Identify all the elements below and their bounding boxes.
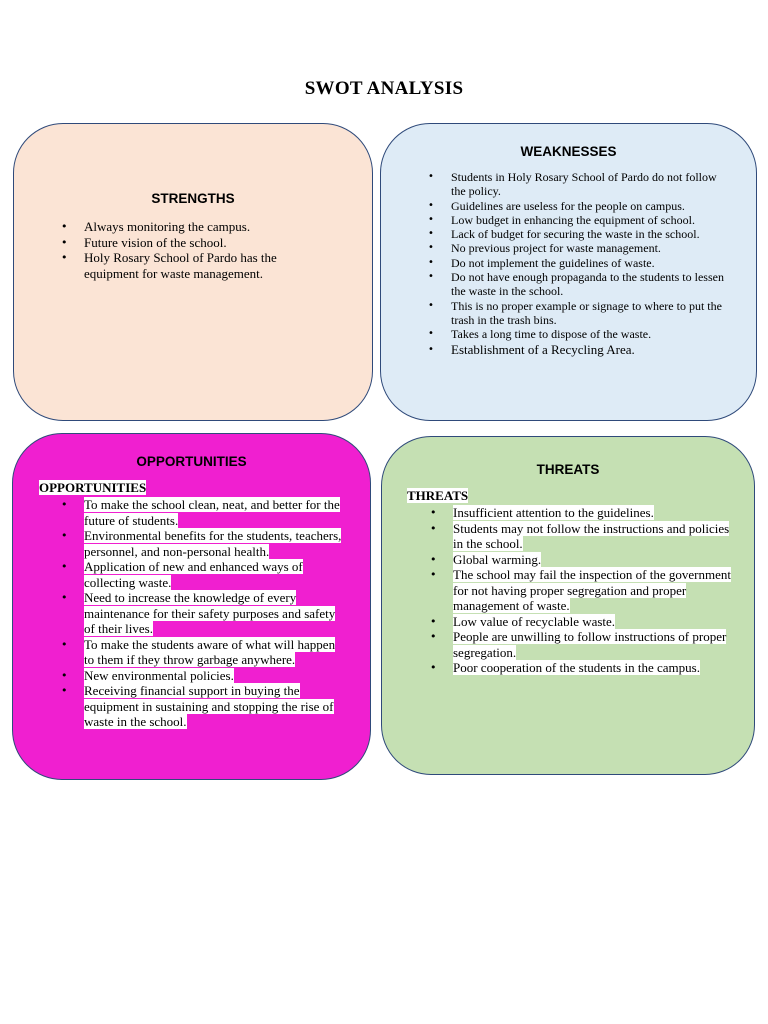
bullet-icon: • (61, 235, 68, 249)
list-item: • Low value of recyclable waste. (430, 613, 616, 629)
strengths-list (61, 219, 319, 282)
list-item: • Do not have enough propaganda to the students to lessen the waste in the school. (428, 270, 724, 299)
threats-heading: THREATS (536, 462, 600, 477)
bullet-icon: • (428, 171, 434, 182)
bullet-icon: • (428, 299, 434, 311)
list-item: • Receiving financial support in buying the equipment in sustaining and stopping the rise of waste in the school. (61, 683, 334, 729)
bullet-icon: • (61, 637, 68, 651)
bullet-icon: • (430, 630, 437, 643)
list-item: • Guidelines are useless for the people on campus. (428, 198, 685, 213)
list-item: • Environmental benefits for the students, teachers, personnel, and non-personal health. (61, 528, 342, 559)
bullet-icon: • (430, 661, 437, 674)
list-item: • New environmental policies. (61, 667, 234, 683)
bullet-icon: • (61, 591, 68, 604)
bullet-icon: • (428, 256, 434, 268)
page-title: SWOT ANALYSIS (304, 78, 464, 99)
bullet-icon: • (430, 506, 437, 519)
bullet-icon: • (61, 560, 68, 573)
list-item: • Holy Rosary School of Pardo has the equipment for waste management. (61, 250, 277, 282)
bullet-icon: • (428, 328, 434, 340)
list-item: • Insufficient attention to the guidelines. (430, 505, 654, 520)
list-item: • Takes a long time to dispose of the waste. (428, 327, 652, 342)
bullet-icon: • (428, 271, 434, 283)
bullet-icon: • (428, 228, 434, 240)
list-item: • Establishment of a Recycling Area. (428, 341, 635, 357)
bullet-icon: • (430, 521, 437, 535)
bullet-icon: • (428, 242, 434, 254)
bullet-icon: • (430, 614, 437, 628)
list-item: • No previous project for waste management. (428, 241, 661, 256)
threats-subheading: THREATS (407, 488, 469, 503)
list-item: • Global warming. (430, 551, 542, 567)
bullet-icon: • (428, 199, 434, 211)
list-item: • Students in Holy Rosary School of Pardo do not follow the policy. (428, 170, 717, 199)
bullet-icon: • (61, 251, 68, 265)
list-item: • Do not implement the guidelines of waste. (428, 255, 655, 270)
list-item: • The school may fail the inspection of the government for not having proper segregation and proper management of waste. (430, 567, 731, 613)
bullet-icon: • (61, 220, 68, 233)
bullet-icon: • (61, 529, 68, 542)
opportunities-list (61, 497, 342, 730)
list-item: • Application of new and enhanced ways of collecting waste. (61, 559, 303, 590)
list-item: • Need to increase the knowledge of every maintenance for their safety purposes and safety of their lives. (61, 590, 336, 636)
list-item: • This is no proper example or signage to where to put the trash in the trash bins. (428, 298, 722, 327)
list-item: • Future vision of the school. (61, 234, 227, 250)
weaknesses-list (428, 170, 731, 357)
strengths-heading: STRENGTHS (151, 191, 235, 206)
list-item: • To make the students aware of what will happen to them if they throw garbage anywhere. (61, 636, 336, 667)
opportunities-subheading: OPPORTUNITIES (39, 480, 147, 495)
bullet-icon: • (430, 568, 437, 581)
bullet-icon: • (428, 343, 434, 355)
bullet-icon: • (61, 684, 68, 697)
list-item: • Always monitoring the campus. (61, 219, 251, 234)
bullet-icon: • (61, 498, 68, 511)
threats-list (430, 505, 733, 676)
list-item: • Low budget in enhancing the equipment of school. (428, 212, 695, 227)
list-item: • People are unwilling to follow instructions of proper segregation. (430, 629, 727, 660)
bullet-icon: • (428, 213, 434, 225)
bullet-icon: • (61, 668, 68, 682)
list-item: • Students may not follow the instructions and policies in the school. (430, 520, 730, 551)
weaknesses-heading: WEAKNESSES (520, 144, 617, 159)
opportunities-heading: OPPORTUNITIES (136, 454, 247, 469)
bullet-icon: • (430, 552, 437, 566)
list-item: • Lack of budget for securing the waste in the school. (428, 227, 700, 242)
list-item: • To make the school clean, neat, and better for the future of students. (61, 497, 340, 528)
list-item: • Poor cooperation of the students in the campus. (430, 660, 700, 675)
